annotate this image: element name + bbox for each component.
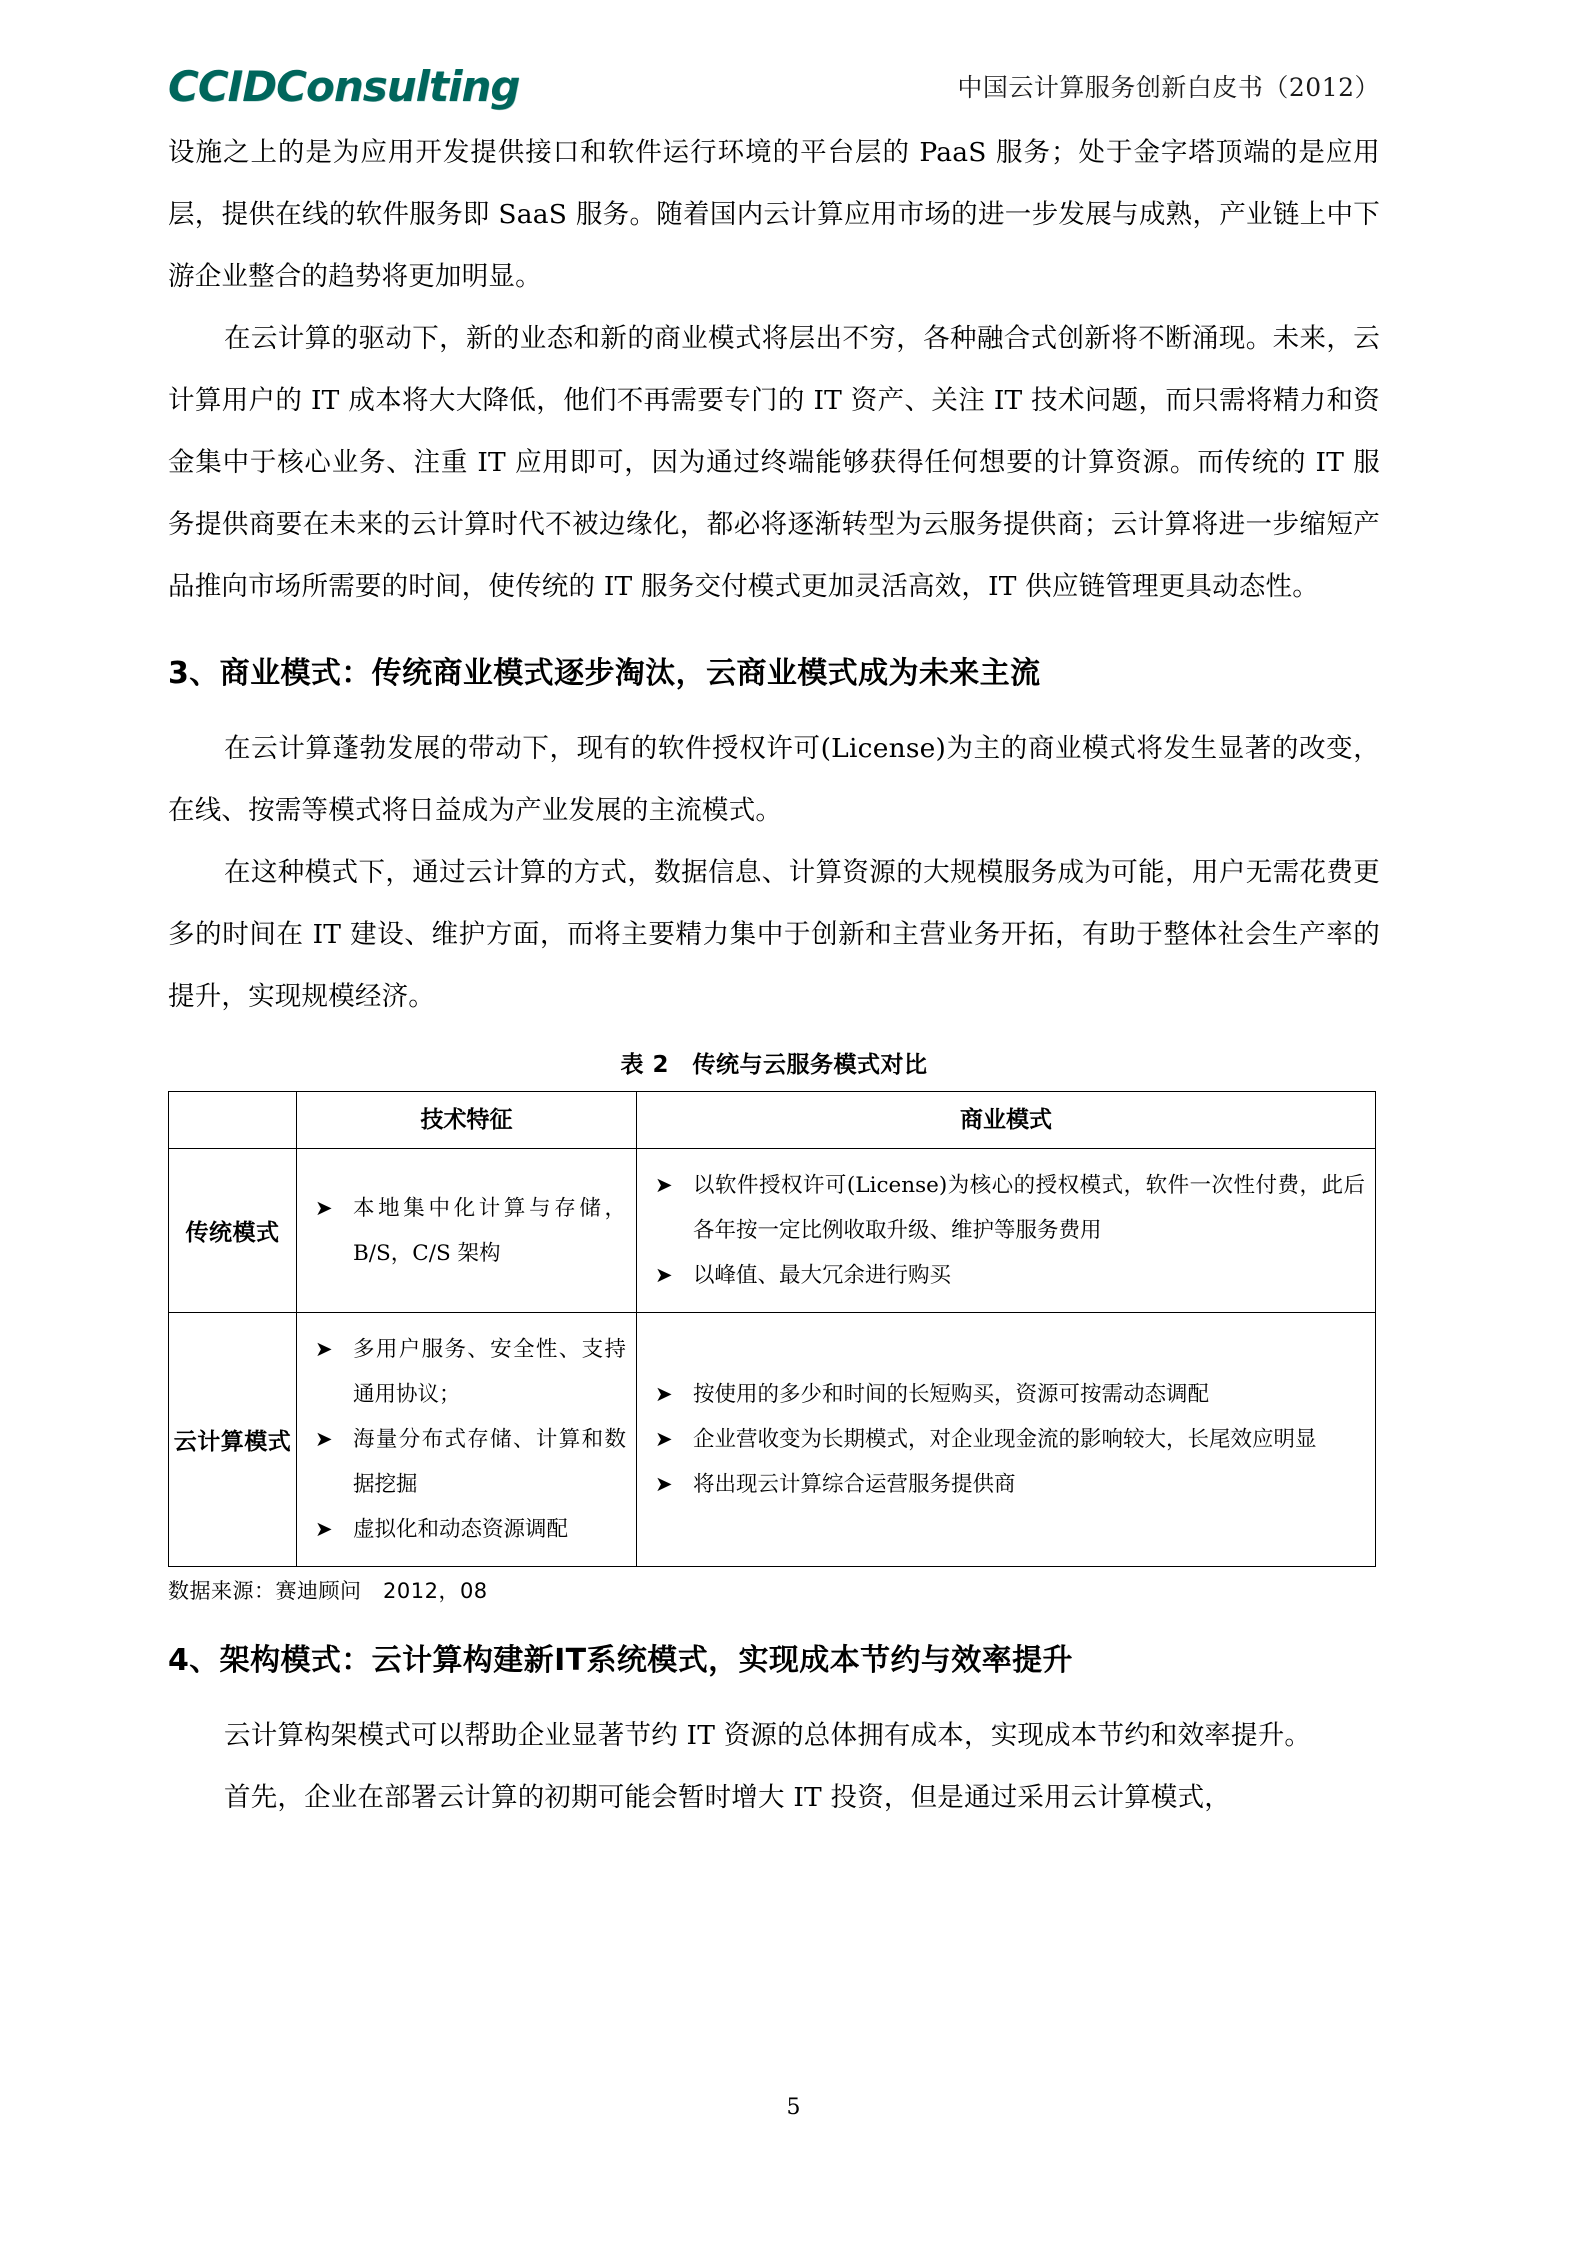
- list-item-text: 本地集中化计算与存储，B/S，C/S 架构: [353, 1195, 626, 1266]
- cell-traditional-tech: [297, 1149, 637, 1313]
- list-item-text: 多用户服务、安全性、支持通用协议；: [353, 1337, 626, 1407]
- bullet-list: [637, 1358, 1375, 1521]
- bullet-list: [637, 1149, 1375, 1312]
- table-head: [169, 1092, 1376, 1149]
- list-item: [645, 1253, 1365, 1298]
- list-item: [645, 1163, 1365, 1253]
- list-item-text: 海量分布式存储、计算和数据挖掘: [353, 1427, 626, 1497]
- ccid-consulting-logo: CCIDConsulting: [168, 62, 520, 111]
- list-item-text: 企业营收变为长期模式，对企业现金流的影响较大，长尾效应明显: [693, 1427, 1317, 1452]
- arrow-bullet-icon: ➤: [655, 1382, 673, 1406]
- list-item: [645, 1372, 1365, 1417]
- cell-cloud-business: [637, 1313, 1376, 1567]
- table-body: [169, 1149, 1376, 1567]
- arrow-bullet-icon: ➤: [315, 1427, 333, 1451]
- row-label-cloud: 云计算模式: [169, 1313, 297, 1567]
- bullet-list: [297, 1313, 636, 1566]
- paragraph-4: 在这种模式下，通过云计算的方式，数据信息、计算资源的大规模服务成为可能，用户无需花费更多的时间在 IT 建设、维护方面，而将主要精力集中于创新和主营业务开拓，有助于整体社会生产率的提升，实现规模经济。: [168, 857, 1380, 1012]
- arrow-bullet-icon: ➤: [655, 1427, 673, 1451]
- arrow-bullet-icon: ➤: [655, 1173, 673, 1197]
- comparison-table: [168, 1091, 1376, 1567]
- list-item: [305, 1186, 626, 1276]
- paragraph-3: 在云计算蓬勃发展的带动下，现有的软件授权许可(License)为主的商业模式将发生显著的改变，在线、按需等模式将日益成为产业发展的主流模式。: [168, 733, 1380, 826]
- page-header: [168, 0, 1380, 118]
- arrow-bullet-icon: ➤: [315, 1195, 333, 1220]
- cell-traditional-business: [637, 1149, 1376, 1313]
- table-caption: 表 2 传统与云服务模式对比: [620, 1052, 928, 1078]
- table-header-empty: [169, 1092, 297, 1149]
- arrow-bullet-icon: ➤: [315, 1517, 333, 1541]
- list-item-text: 以峰值、最大冗余进行购买: [693, 1263, 952, 1288]
- arrow-bullet-icon: ➤: [655, 1472, 673, 1496]
- row-label-traditional: 传统模式: [169, 1149, 297, 1313]
- table-row: [169, 1313, 1376, 1567]
- paragraph-1: 设施之上的是为应用开发提供接口和软件运行环境的平台层的 PaaS 服务；处于金字塔顶端的是应用层，提供在线的软件服务即 SaaS 服务。随着国内云计算应用市场的进一步发展与成熟，产业链上中下游企业整合的趋势将更加明显。: [168, 137, 1380, 292]
- table-header-tech: 技术特征: [297, 1092, 637, 1149]
- page-number: 5: [786, 2095, 801, 2120]
- list-item: [305, 1507, 626, 1552]
- paragraph-5: 云计算构架模式可以帮助企业显著节约 IT 资源的总体拥有成本，实现成本节约和效率提升。: [224, 1720, 1312, 1751]
- paragraph-2: 在云计算的驱动下，新的业态和新的商业模式将层出不穷，各种融合式创新将不断涌现。未来，云计算用户的 IT 成本将大大降低，他们不再需要专门的 IT 资产、关注 IT 技术问题，而只需将精力和资金集中于核心业务、注重 IT 应用即可，因为通过终端能够获得任何想要的计算资源。而传统的 IT 服务提供商要在未来的云计算时代不被边缘化，都必将逐渐转型为云服务提供商；云计算将进一步缩短产品推向市场所需要的时间，使传统的 IT 服务交付模式更加灵活高效，IT 供应链管理更具动态性。: [168, 323, 1380, 602]
- body-paragraphs: [168, 122, 1380, 618]
- list-item-text: 按使用的多少和时间的长短购买，资源可按需动态调配: [693, 1382, 1210, 1407]
- arrow-bullet-icon: ➤: [655, 1263, 673, 1287]
- arrow-bullet-icon: ➤: [315, 1337, 333, 1361]
- page-content: [168, 0, 1380, 1829]
- list-item: [305, 1327, 626, 1417]
- table-source-note: 数据来源：赛迪顾问 2012，08: [168, 1579, 488, 1603]
- header-title: 中国云计算服务创新白皮书（2012）: [957, 73, 1380, 102]
- table-row: [169, 1149, 1376, 1313]
- list-item-text: 以软件授权许可(License)为核心的授权模式，软件一次性付费，此后各年按一定比例收取升级、维护等服务费用: [693, 1173, 1365, 1243]
- list-item-text: 虚拟化和动态资源调配: [353, 1517, 569, 1542]
- section-heading-4: 4、架构模式：云计算构建新IT系统模式，实现成本节约与效率提升: [168, 1643, 1073, 1678]
- list-item: [305, 1417, 626, 1507]
- paragraph-6: 首先，企业在部署云计算的初期可能会暂时增大 IT 投资，但是通过采用云计算模式，: [224, 1782, 1231, 1813]
- table-header-row: [169, 1092, 1376, 1149]
- table-header-business: 商业模式: [637, 1092, 1376, 1149]
- bullet-list: [297, 1172, 636, 1290]
- section-heading-3: 3、商业模式：传统商业模式逐步淘汰，云商业模式成为未来主流: [168, 656, 1041, 691]
- list-item-text: 将出现云计算综合运营服务提供商: [693, 1472, 1016, 1497]
- cell-cloud-tech: [297, 1313, 637, 1567]
- list-item: [645, 1462, 1365, 1507]
- list-item: [645, 1417, 1365, 1462]
